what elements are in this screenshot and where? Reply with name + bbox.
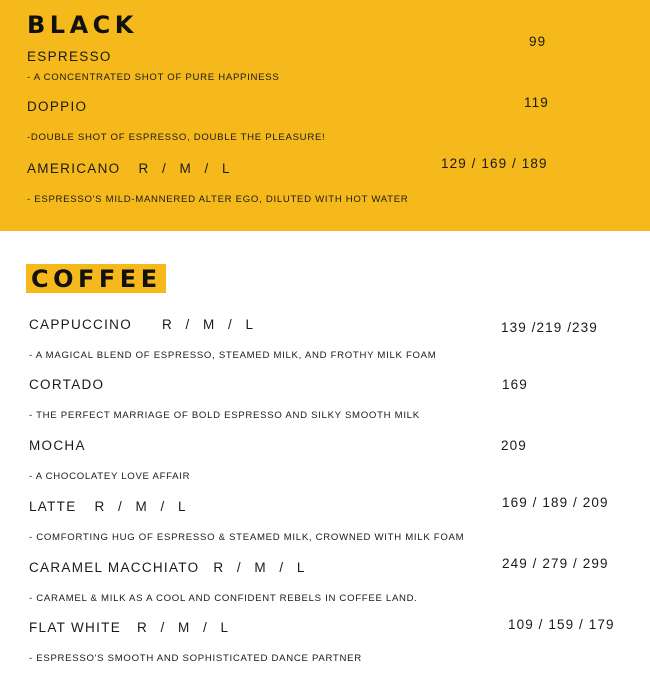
menu-item-americano	[27, 161, 234, 176]
menu-item-latte	[29, 499, 191, 514]
item-price-doppio: 119	[524, 95, 549, 110]
menu-item-cappuccino	[29, 317, 258, 332]
item-price-latte: 169 / 189 / 209	[502, 495, 609, 510]
coffee-section-title: COFFEE	[26, 264, 166, 293]
item-price-caramel-macchiato: 249 / 279 / 299	[502, 556, 609, 571]
item-name: AMERICANO	[27, 161, 121, 176]
item-description-americano: - ESPRESSO'S MILD-MANNERED ALTER EGO, DILUTED WITH HOT WATER	[27, 194, 409, 205]
item-description-caramel-macchiato: - CARAMEL & MILK AS A COOL AND CONFIDENT REBELS IN COFFEE LAND.	[29, 593, 418, 604]
size-options: R / M / L	[94, 499, 191, 514]
item-name: CAPPUCCINO	[29, 317, 133, 332]
menu-item-doppio	[27, 99, 87, 114]
item-name: MOCHA	[29, 438, 86, 453]
item-description-cappuccino: - A MAGICAL BLEND OF ESPRESSO, STEAMED MILK, AND FROTHY MILK FOAM	[29, 350, 437, 361]
item-name: CORTADO	[29, 377, 105, 392]
item-name: LATTE	[29, 499, 77, 514]
size-options: R / M / L	[162, 317, 259, 332]
menu-item-flat-white	[29, 620, 233, 635]
item-name: FLAT WHITE	[29, 620, 122, 635]
item-name: DOPPIO	[27, 99, 88, 114]
menu-item-cortado	[29, 377, 104, 392]
size-options: R / M / L	[137, 620, 234, 635]
item-description-flat-white: - ESPRESSO'S SMOOTH AND SOPHISTICATED DANCE PARTNER	[29, 653, 362, 664]
item-description-cortado: - THE PERFECT MARRIAGE OF BOLD ESPRESSO AND SILKY SMOOTH MILK	[29, 410, 420, 421]
menu-item-caramel-macchiato	[29, 560, 309, 575]
item-price-americano: 129 / 169 / 189	[441, 156, 548, 171]
size-options: R / M / L	[213, 560, 310, 575]
item-price-flat-white: 109 / 159 / 179	[508, 617, 615, 632]
menu-item-mocha	[29, 438, 86, 453]
size-options: R / M / L	[138, 161, 235, 176]
item-description-mocha: - A CHOCOLATEY LOVE AFFAIR	[29, 471, 191, 482]
item-description-latte: - COMFORTING HUG OF ESPRESSO & STEAMED MILK, CROWNED WITH MILK FOAM	[29, 532, 465, 543]
item-description-espresso: - A CONCENTRATED SHOT OF PURE HAPPINESS	[27, 72, 280, 83]
menu-item-espresso	[27, 49, 112, 64]
item-price-espresso: 99	[529, 34, 547, 49]
item-price-cortado: 169	[502, 377, 528, 392]
item-description-doppio: -DOUBLE SHOT OF ESPRESSO, DOUBLE THE PLEASURE!	[27, 132, 326, 143]
black-section-title: BLACK	[27, 11, 138, 39]
item-price-mocha: 209	[501, 438, 527, 453]
item-name: CARAMEL MACCHIATO	[29, 560, 200, 575]
item-name: ESPRESSO	[27, 49, 112, 64]
item-price-cappuccino: 139 /219 /239	[501, 320, 598, 335]
